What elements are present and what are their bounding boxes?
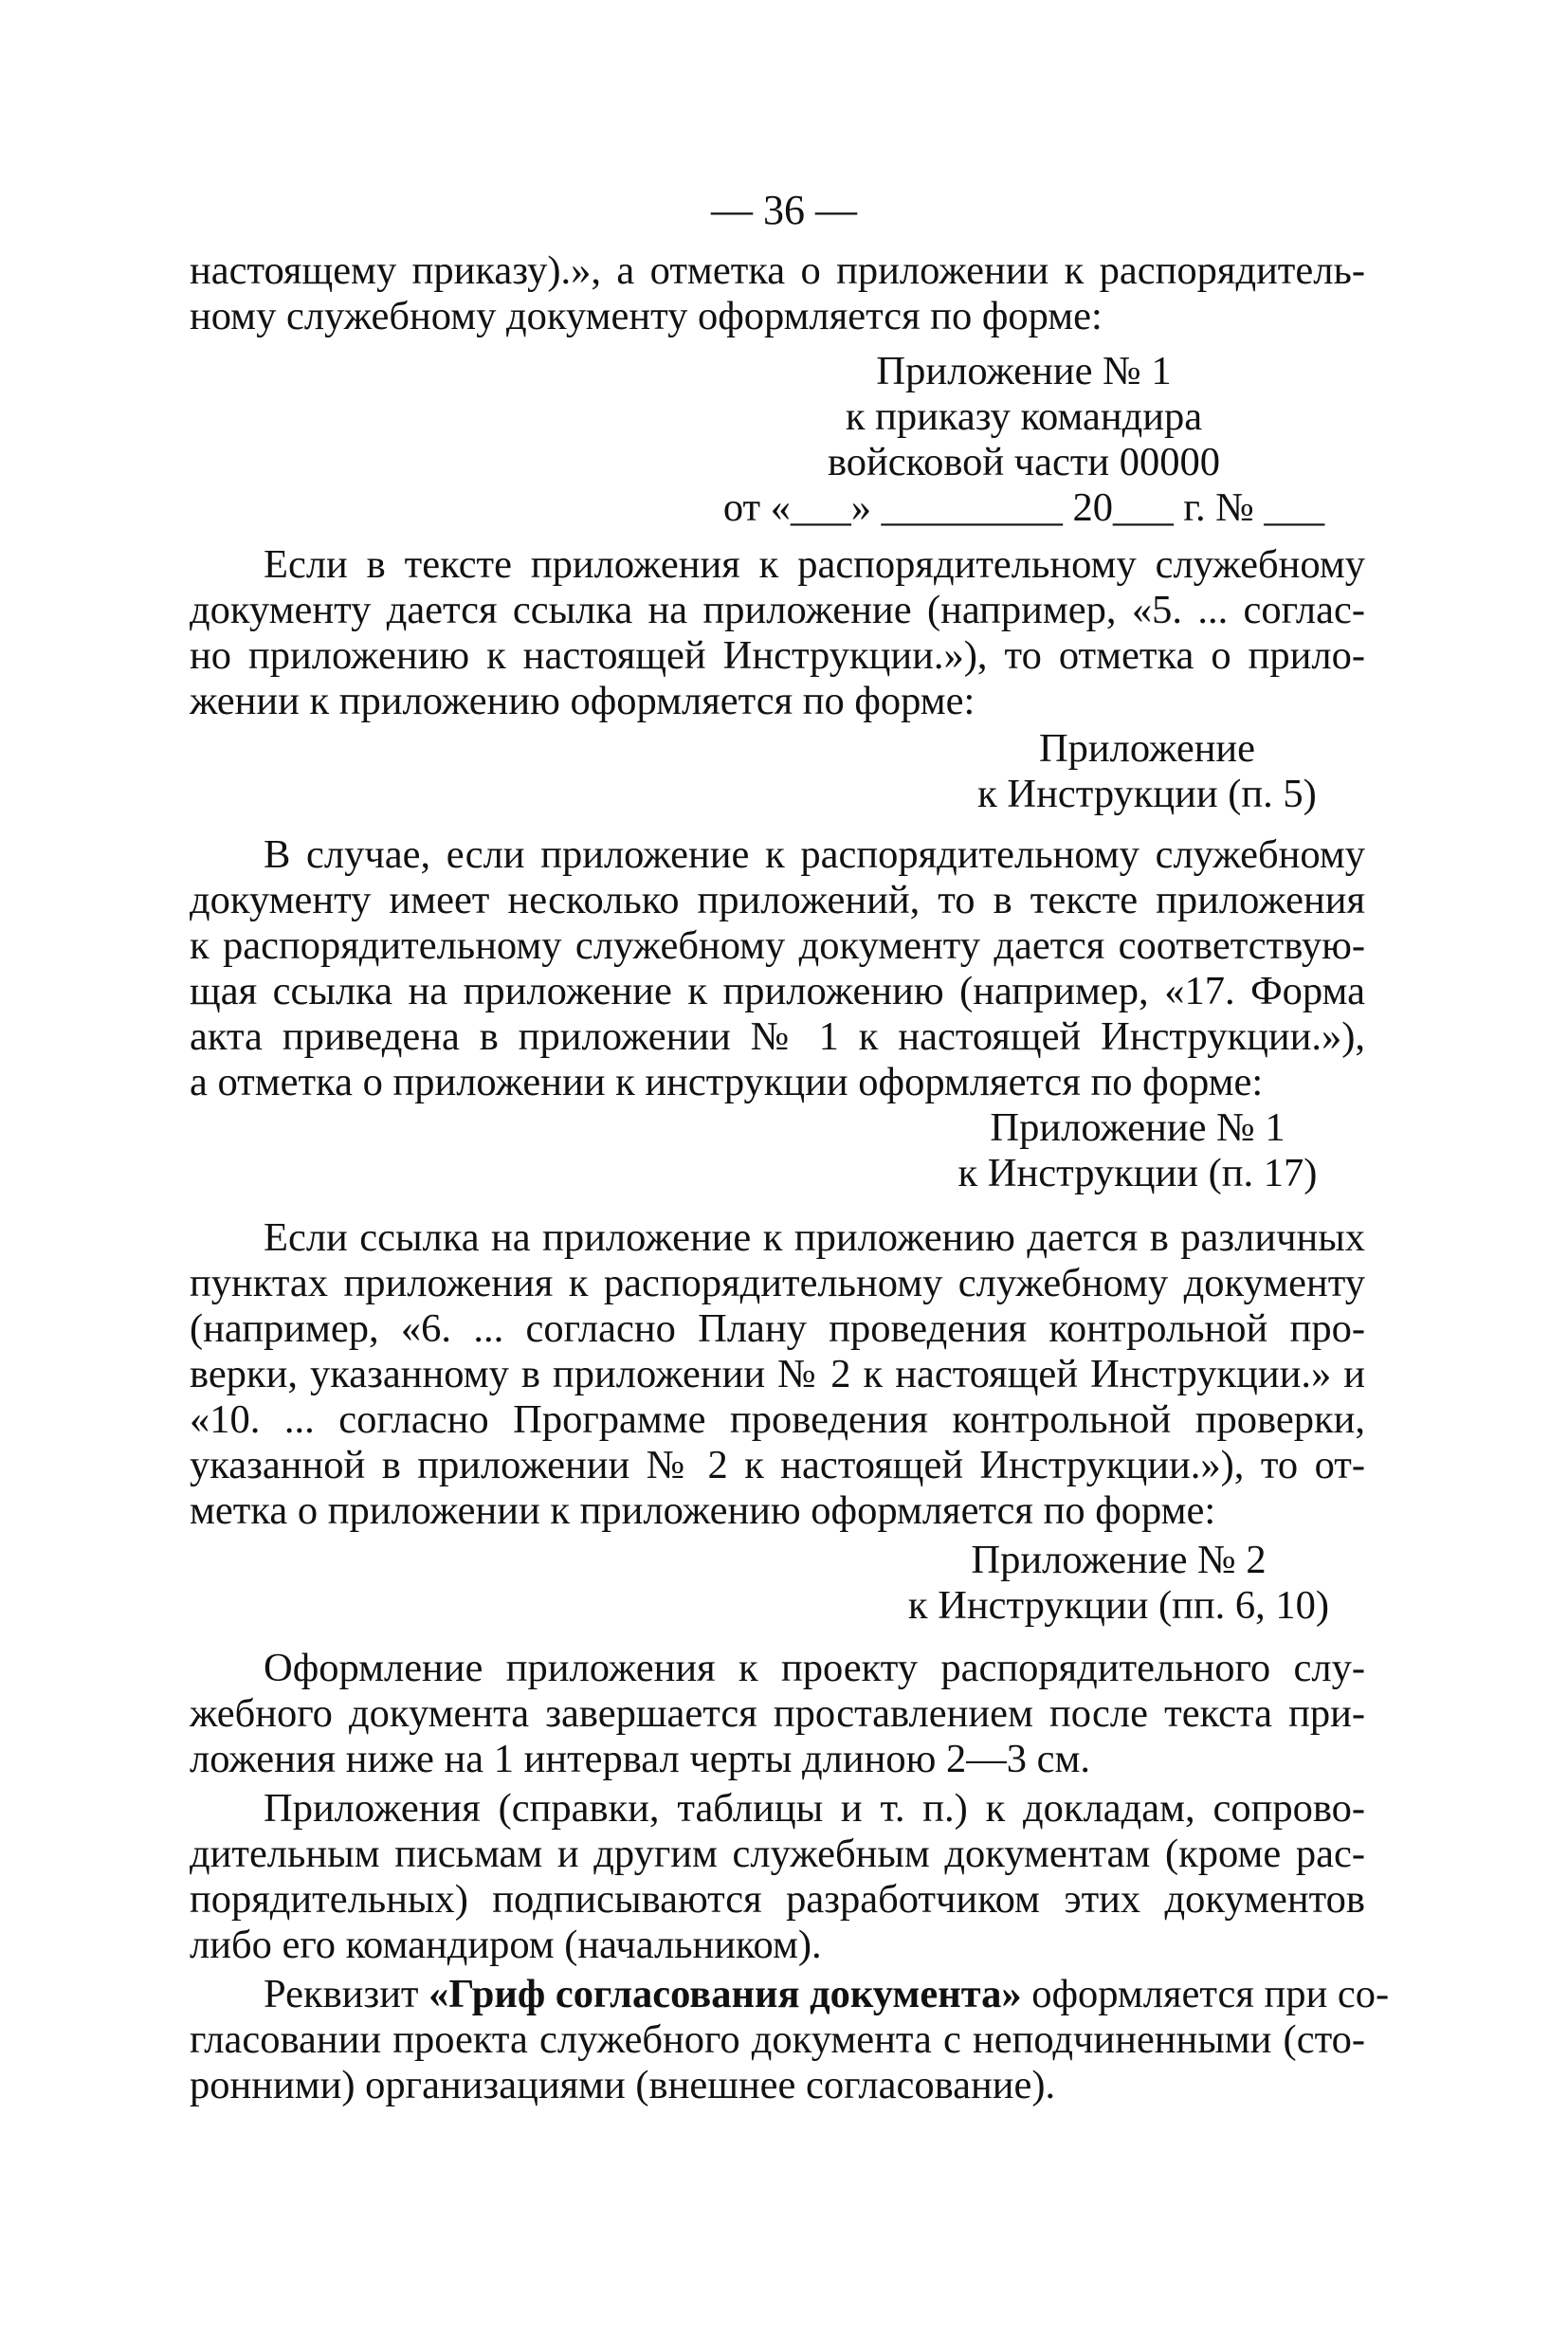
paragraph-line: ложения ниже на 1 интервал черты длиною 2—3 см. <box>190 1737 1091 1781</box>
paragraph-line: щая ссылка на приложение к приложению (например, «17. Форма <box>190 969 1365 1013</box>
paragraph-line: Оформление приложения к проекту распорядительного слу- <box>264 1646 1365 1690</box>
paragraph-line: пунктах приложения к распорядительному служебному документу <box>190 1261 1365 1305</box>
stamp-line: Приложение № 1 <box>876 349 1172 393</box>
paragraph-line: (например, «6. ... согласно Плану проведения контрольной про- <box>190 1306 1365 1351</box>
paragraph-line: документу дается ссылка на приложение (например, «5. ... соглас- <box>190 588 1365 632</box>
paragraph-5 <box>190 1786 1365 1968</box>
paragraph-line: В случае, если приложение к распорядительному служебному <box>264 832 1365 877</box>
paragraph-line: указанной в приложении № 2 к настоящей Инструкции.»), то от- <box>190 1443 1365 1487</box>
paragraph-line: либо его командиром (начальником). <box>190 1923 822 1967</box>
paragraph-line: акта приведена в приложении № 1 к настоящей Инструкции.»), <box>190 1014 1365 1059</box>
paragraph-line: Если в тексте приложения к распорядительному служебному <box>264 542 1365 587</box>
paragraph-2 <box>190 832 1365 1105</box>
paragraph-line: документу имеет несколько приложений, то в тексте приложения <box>190 878 1365 922</box>
stamp-line: к Инструкции (п. 5) <box>977 772 1317 816</box>
paragraph-line: Если ссылка на приложение к приложению дается в различных <box>264 1215 1365 1260</box>
intro-paragraph <box>190 248 1365 339</box>
paragraph-line: «10. ... согласно Программе проведения контрольной проверки, <box>190 1397 1365 1442</box>
intro-line: настоящему приказу).», а отметка о приложении к распорядитель- <box>190 248 1365 293</box>
intro-line: ному служебному документу оформляется по форме: <box>190 294 1103 338</box>
paragraph-line: гласовании проекта служебного документа с неподчиненными (сто- <box>190 2017 1365 2062</box>
appendix-stamp-3 <box>939 1105 1337 1196</box>
appendix-stamp-2 <box>957 726 1337 817</box>
page-number: — 36 — <box>711 187 857 233</box>
paragraph-line: к распорядительному служебному документу дается соответствую- <box>190 923 1365 968</box>
stamp-line: к приказу командира <box>845 394 1203 439</box>
paragraph-line: метка о приложении к приложению оформляется по форме: <box>190 1488 1216 1533</box>
paragraph-4 <box>190 1646 1365 1782</box>
stamp-line: войсковой части 00000 <box>827 440 1221 484</box>
appendix-stamp-1 <box>702 349 1346 531</box>
paragraph-line: дительным письмам и другим служебным документам (кроме рас- <box>190 1832 1365 1876</box>
stamp-line: к Инструкции (пп. 6, 10) <box>907 1583 1330 1628</box>
paragraph-line <box>190 1972 1390 2017</box>
text-run: Реквизит <box>264 1972 429 2016</box>
paragraph-line: жебного документа завершается проставлением после текста при- <box>190 1691 1365 1736</box>
paragraph-1 <box>190 542 1365 724</box>
stamp-line: Приложение <box>1038 726 1256 771</box>
appendix-stamp-4 <box>891 1538 1346 1629</box>
stamp-line: к Инструкции (п. 17) <box>957 1151 1318 1195</box>
paragraph-line: ронними) организациями (внешнее согласование). <box>190 2063 1056 2107</box>
paragraph-line: а отметка о приложении к инструкции оформляется по форме: <box>190 1060 1264 1104</box>
paragraph-line: верки, указанному в приложении № 2 к настоящей Инструкции.» и <box>190 1352 1365 1396</box>
paragraph-line: жении к приложению оформляется по форме: <box>190 679 975 723</box>
paragraph-3 <box>190 1215 1365 1534</box>
bold-term: «Гриф согласования документа» <box>428 1972 1022 2016</box>
text-run: оформляется при со- <box>1021 1972 1390 2016</box>
paragraph-6 <box>190 1972 1390 2108</box>
paragraph-line: порядительных) подписываются разработчиком этих документов <box>190 1877 1365 1922</box>
stamp-line: от «___» _________ 20___ г. № ___ <box>722 485 1325 530</box>
paragraph-line: Приложения (справки, таблицы и т. п.) к докладам, сопрово- <box>264 1786 1365 1831</box>
stamp-line: Приложение № 1 <box>990 1105 1285 1150</box>
stamp-line: Приложение № 2 <box>971 1538 1267 1582</box>
paragraph-line: но приложению к настоящей Инструкции.»), то отметка о прило- <box>190 633 1365 678</box>
